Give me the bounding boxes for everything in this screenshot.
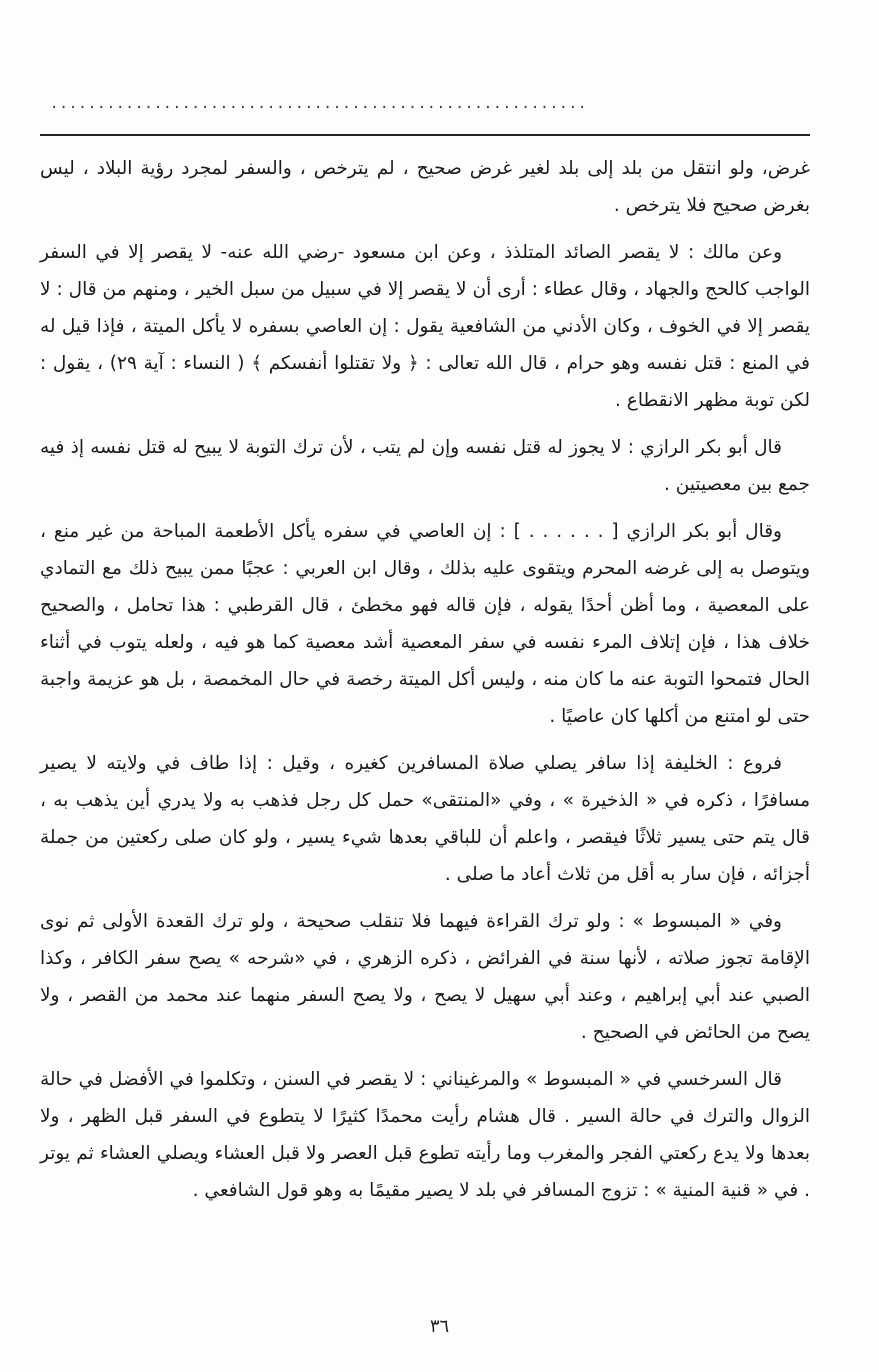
paragraph-1: غرض، ولو انتقل من بلد إلى بلد لغير غرض صحيح ، لم يترخص ، والسفر لمجرد رؤية البلاد ، ليس بغرض صحيح فلا يترخص .	[40, 158, 810, 216]
paragraph-3: قال أبو بكر الرازي : لا يجوز له قتل نفسه وإن لم يتب ، لأن ترك التوبة لا يبيح له قتل نفسه إذ فيه جمع بين معصيتين .	[40, 437, 810, 495]
paragraph-6: وفي « المبسوط » : ولو ترك القراءة فيهما فلا تنقلب صحيحة ، ولو ترك القعدة الأولى ثم نوى الإقامة تجوز صلاته ، لأنها سنة في الفرائض ، ذكره الزهري ، في «شرحه » يصح سفر الكافر ، وكذا الصبي عند أبي إبراهيم ، وعند أبي سهيل لا يصح ، ولا يصح السفر منهما عند محمد من القصر ، ولا يصح من الحائض في الصحيح .	[40, 911, 810, 1043]
page-number: ٣٦	[429, 1316, 450, 1337]
footnote-separator-dots: .........................................................	[50, 96, 588, 112]
paragraph-4: وقال أبو بكر الرازي [ . . . . . . ] : إن العاصي في سفره يأكل الأطعمة المباحة من غير منع ، ويتوصل به إلى غرضه المحرم ويتقوى عليه بذلك ، وقال ابن العربي : عجبًا ممن يبيح ذلك مع التمادي على المعصية ، وما أظن أحدًا يقوله ، فإن قاله فهو مخطئ ، قال القرطبي : هذا تحامل ، والصحيح خلاف هذا ، فإن إتلاف المرء نفسه في سفر المعصية أشد معصية كما هو فيه ، ولعله يتوب في أثناء الحال فتمحوا التوبة عنه ما كان منه ، وليس أكل الميتة رخصة في حال المخمصة ، بل هو عزيمة واجبة حتى لو امتنع من أكلها كان عاصيًا .	[40, 521, 810, 727]
paragraph-5: فروع : الخليفة إذا سافر يصلي صلاة المسافرين كغيره ، وقيل : إذا طاف في ولايته لا يصير مسافرًا ، ذكره في « الذخيرة » ، وفي «المنتقى» حمل كل رجل فذهب به ولا يدري أين يذهب به ، قال يتم حتى يسير ثلاثًا فيقصر ، واعلم أن للباقي بعدها شيء يسير ، ولو كان صلى ركعتين من جملة أجزائه ، فإن سار به أقل من ثلاث أعاد ما صلى .	[40, 753, 810, 885]
paragraph-7: قال السرخسي في « المبسوط » والمرغيناني : لا يقصر في السنن ، وتكلموا في الأفضل في حالة الزوال والترك في حالة السير . قال هشام رأيت محمدًا كثيرًا لا يتطوع في السفر قبل الظهر ، ولا بعدها ولا يدع ركعتي الفجر والمغرب وما رأيته تطوع قبل العصر ولا قبل العشاء ويصلي العشاء ثم يوتر . في « قنية المنية » : تزوج المسافر في بلد لا يصير مقيمًا به وهو قول الشافعي .	[40, 1069, 810, 1201]
paragraph-2: وعن مالك : لا يقصر الصائد المتلذذ ، وعن ابن مسعود -رضي الله عنه- لا يقصر إلا في السفر الواجب كالحج والجهاد ، وقال عطاء : أرى أن لا يقصر إلا في سبيل من سبل الخير ، ومنهم من قال : لا يقصر إلا في الخوف ، وكان الأدني من الشافعية يقول : إن العاصي بسفره لا يأكل الميتة ، فإذا قيل له في المنع : قتل نفسه وهو حرام ، قال الله تعالى : ﴿ ولا تقتلوا أنفسكم ﴾ ( النساء : آية ٢٩) ، يقول : لكن توبة مظهر الانقطاع .	[40, 242, 810, 411]
main-text	[40, 150, 810, 1219]
horizontal-rule	[40, 134, 810, 136]
